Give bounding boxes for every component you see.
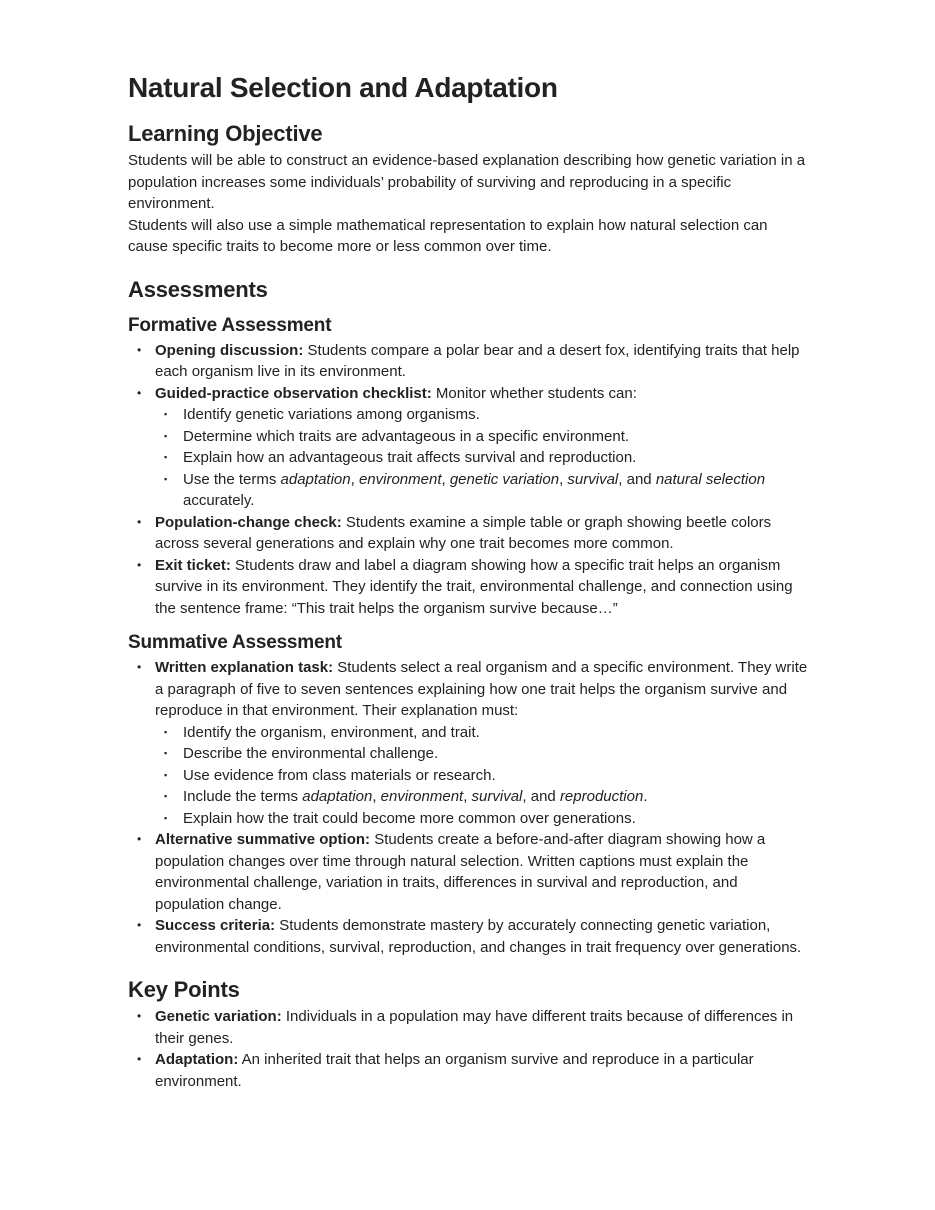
sublist-item xyxy=(155,786,808,808)
item-text: Students create a before-and-after diagram showing how a population changes over time through natural selection. Written captions must explain the environmental challenge, variation in traits, differences in survival and reproduction, and population change. xyxy=(155,831,766,913)
sublist-item: ▪ Explain how an advantageous trait affects survival and reproduction. xyxy=(155,447,808,469)
list-item xyxy=(128,829,808,915)
terms-pre: Use the terms xyxy=(183,470,281,488)
term: reproduction xyxy=(559,788,644,805)
sublist-item: ▪ Identify the organism, environment, and trait. xyxy=(155,722,808,744)
sublist-item: ▪ Use evidence from class materials or research. xyxy=(155,765,808,787)
learning-objective-paragraph-2: Students will also use a simple mathematical representation to explain how natural selection can cause specific traits to become more or less common over time. xyxy=(128,216,768,255)
term: genetic variation xyxy=(449,470,560,488)
sublist-item: ▪ Explain how the trait could become more common over generations. xyxy=(155,808,808,830)
separator: , xyxy=(372,788,381,805)
list-item xyxy=(128,555,808,620)
item-text: Students draw and label a diagram showing how a specific trait helps an organism survive in its environment. They identify the trait, environmental challenge, and connection using the sentence frame: “This trait helps the organism survive because…” xyxy=(155,556,793,617)
item-text: Students demonstrate mastery by accurately connecting genetic variation, environmental conditions, survival, reproduction, and changes in trait frequency over generations. xyxy=(155,917,802,956)
formative-assessment-heading: Formative Assessment xyxy=(128,314,332,336)
assessments-heading: Assessments xyxy=(128,276,268,302)
separator: , xyxy=(350,470,359,488)
item-label: Alternative summative option: xyxy=(155,831,371,848)
key-points-heading: Key Points xyxy=(128,977,240,1002)
sublist-item: ▪ Identify genetic variations among organisms. xyxy=(155,404,808,426)
checklist-sublist xyxy=(155,404,808,512)
sublist-item xyxy=(155,469,808,512)
list-item xyxy=(128,1049,808,1092)
list-item xyxy=(128,512,808,555)
list-item xyxy=(128,1006,808,1049)
term: survival xyxy=(471,788,523,805)
item-label: Adaptation: xyxy=(155,1051,239,1068)
item-label: Population-change check: xyxy=(155,513,342,531)
item-text: An inherited trait that helps an organism survive and reproduce in a particular environment. xyxy=(155,1051,754,1090)
list-item xyxy=(128,383,808,512)
formative-list xyxy=(128,340,808,620)
term: adaptation xyxy=(302,788,373,805)
summative-list xyxy=(128,657,808,958)
written-task-sublist xyxy=(155,722,808,830)
item-label: Exit ticket: xyxy=(155,556,231,574)
terms-post: . xyxy=(643,788,648,805)
terms-post: accurately. xyxy=(183,492,255,509)
page-title: Natural Selection and Adaptation xyxy=(128,72,558,103)
summative-assessment-section xyxy=(128,631,808,958)
item-label: Opening discussion: xyxy=(155,341,304,359)
item-text: Individuals in a population may have different traits because of differences in their genes. xyxy=(155,1008,794,1047)
item-label: Genetic variation: xyxy=(155,1008,282,1025)
list-item xyxy=(128,915,808,958)
item-label: Guided-practice observation checklist: xyxy=(155,384,432,402)
item-text: Monitor whether students can: xyxy=(431,384,637,402)
learning-objective-paragraph-1: Students will be able to construct an evidence-based explanation describing how genetic variation in a population increases some individuals’ probability of surviving and reproducing in a specific environment. xyxy=(128,152,806,212)
separator: , and xyxy=(522,788,560,805)
item-text: Students select a real organism and a specific environment. They write a paragraph of five to seven sentences explaining how one trait helps the organism survive and reproduce in that environment. Their explanation must: xyxy=(155,659,808,719)
assessments-section xyxy=(128,276,808,959)
key-points-section xyxy=(128,976,808,1092)
item-label: Written explanation task: xyxy=(155,659,334,676)
term: natural selection xyxy=(655,470,766,488)
item-text: Students examine a simple table or graph showing beetle colors across several generations and explain why one trait becomes more common. xyxy=(155,513,772,552)
separator: , xyxy=(441,470,450,488)
summative-assessment-heading: Summative Assessment xyxy=(128,632,342,653)
terms-pre: Include the terms xyxy=(183,788,303,805)
term: environment xyxy=(380,788,464,805)
key-points-list xyxy=(128,1006,808,1092)
learning-objective-section xyxy=(128,120,808,258)
term: adaptation xyxy=(280,470,351,488)
separator: , xyxy=(559,470,568,488)
item-text: Students compare a polar bear and a desert fox, identifying traits that help each organism live in its environment. xyxy=(155,341,800,380)
item-label: Success criteria: xyxy=(155,917,276,934)
term: survival xyxy=(567,470,619,488)
document-page xyxy=(128,70,808,1110)
separator: , and xyxy=(618,470,656,488)
term: environment xyxy=(358,470,442,488)
separator: , xyxy=(463,788,472,805)
list-item xyxy=(128,657,808,829)
list-item xyxy=(128,340,808,383)
sublist-item: ▪ Determine which traits are advantageous in a specific environment. xyxy=(155,426,808,448)
sublist-item: ▪ Describe the environmental challenge. xyxy=(155,743,808,765)
learning-objective-heading: Learning Objective xyxy=(128,121,323,146)
formative-assessment-section xyxy=(128,314,808,620)
